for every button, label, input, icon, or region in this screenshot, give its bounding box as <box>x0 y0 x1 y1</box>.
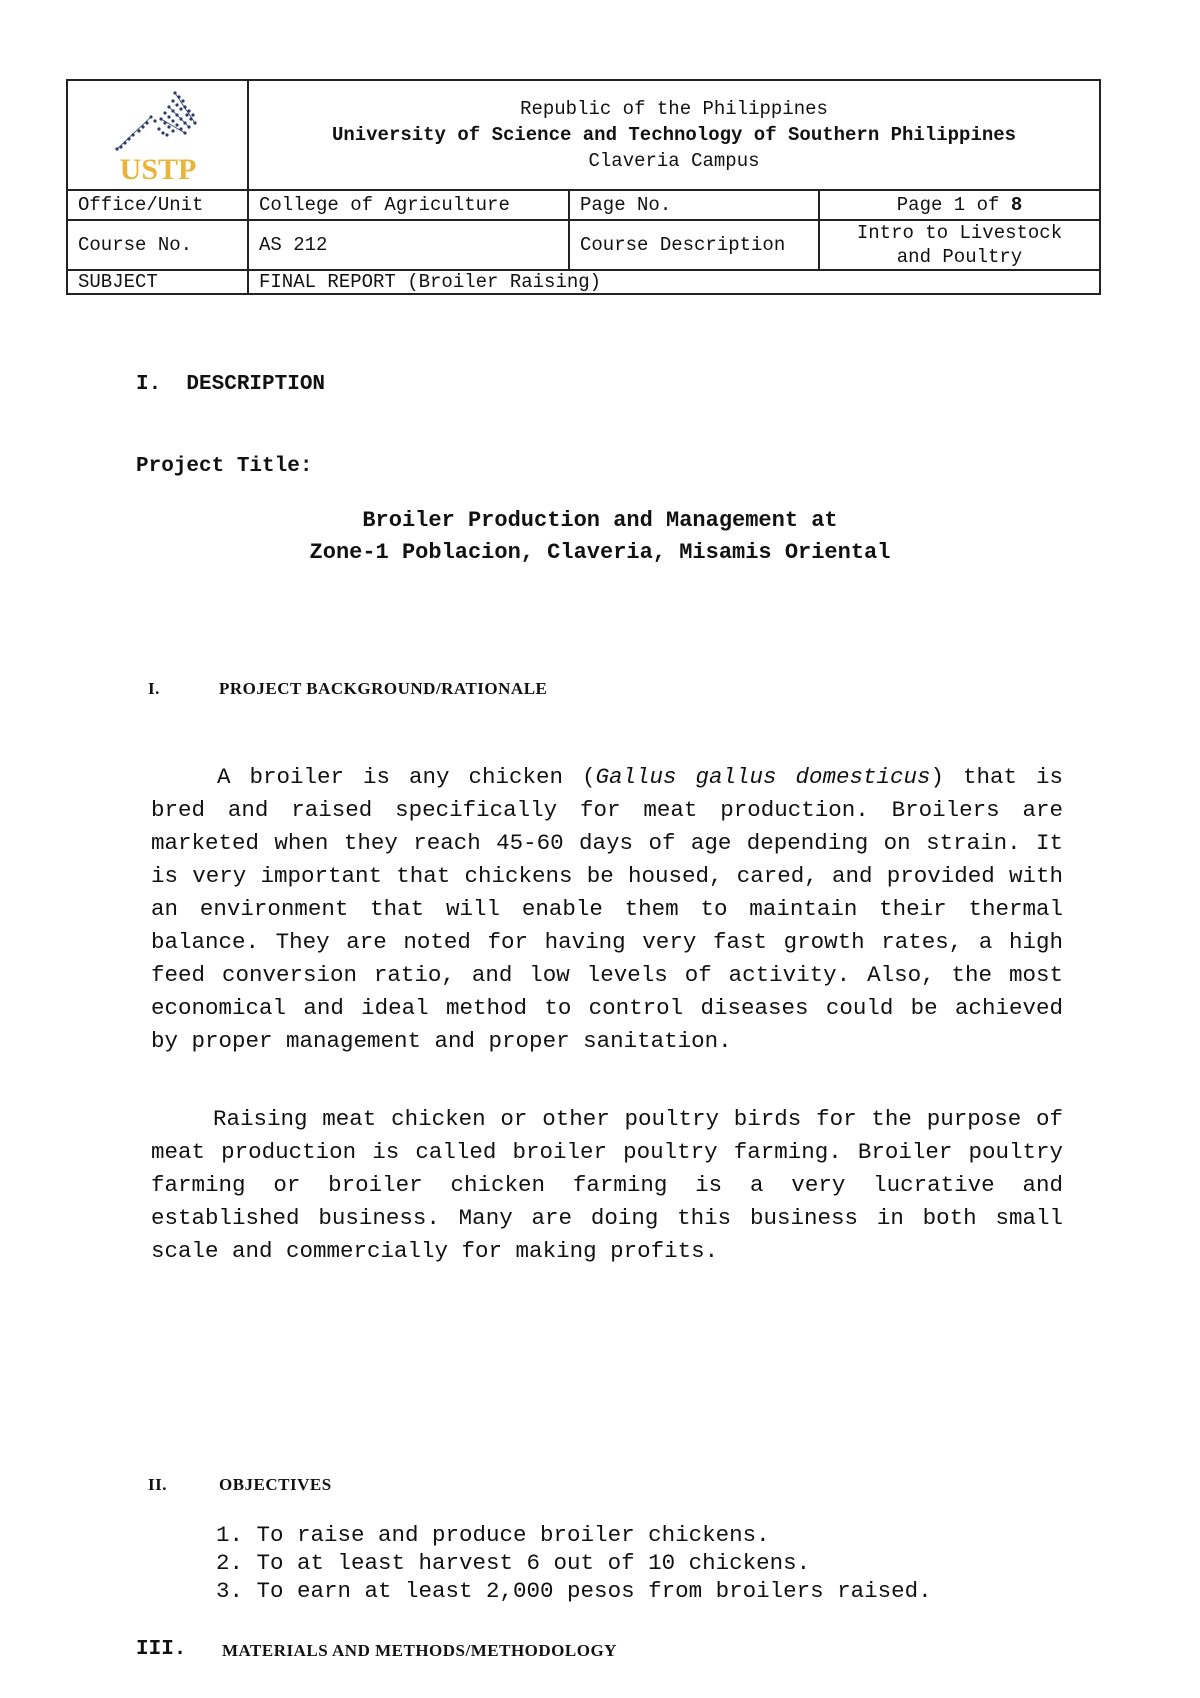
course-desc-line2: and Poultry <box>896 246 1023 268</box>
description-heading: I. DESCRIPTION <box>136 373 326 396</box>
office-label: Office/Unit <box>67 190 248 220</box>
list-item: 1. To raise and produce broiler chickens. <box>216 1522 770 1548</box>
page-total: 8 <box>1010 194 1023 216</box>
course-value: AS 212 <box>248 220 569 270</box>
campus-text: Claveria Campus <box>588 150 760 172</box>
p1-rest: ) that is bred and raised specifically for meat production. Broilers are marketed when they reach 45-60 days of age depending on strain. It is very important that chickens be housed, cared, and provided with an environment that will enable them to maintain their thermal balance. They are noted for having very fast growth rates, a high feed conversion ratio, and low levels of activity. Also, the most economical and ideal method to control diseases could be achieved by proper management and proper sanitation. <box>151 764 1064 1054</box>
ustp-logo <box>103 85 213 185</box>
project-title-line1: Broiler Production and Management at <box>362 508 838 533</box>
p1-italic: Gallus gallus domesticus <box>595 764 931 790</box>
p2-text: Raising meat chicken or other poultry birds for the purpose of meat production is called broiler poultry farming. Broiler poultry farming or broiler chicken farming is a very lucrative and established business. Many are doing this business in both small scale and commercially for making profits. <box>151 1106 1063 1264</box>
page-number <box>819 190 1100 220</box>
methods-heading: MATERIALS AND METHODS/METHODOLOGY <box>222 1641 617 1660</box>
objectives-heading: OBJECTIVES <box>219 1475 332 1494</box>
list-item: 2. To at least harvest 6 out of 10 chickens. <box>216 1550 811 1576</box>
project-title-label: Project Title: <box>136 455 313 478</box>
background-number: I. <box>148 679 160 698</box>
office-value: College of Agriculture <box>248 190 569 220</box>
project-title-line2: Zone-1 Poblacion, Claveria, Misamis Oriental <box>309 540 891 565</box>
subject-value: FINAL REPORT (Broiler Raising) <box>248 270 1100 294</box>
background-paragraph-1 <box>151 761 1063 1058</box>
project-title <box>0 505 1200 569</box>
background-heading: PROJECT BACKGROUND/RATIONALE <box>219 679 548 698</box>
logo-cell <box>67 80 248 190</box>
republic-text: Republic of the Philippines <box>520 98 828 120</box>
course-desc-label: Course Description <box>569 220 819 270</box>
methods-number: III. <box>136 1638 187 1661</box>
objectives-list <box>216 1521 932 1605</box>
subject-label: SUBJECT <box>67 270 248 294</box>
page-label: Page No. <box>569 190 819 220</box>
course-label: Course No. <box>67 220 248 270</box>
p1-start: A broiler is any chicken ( <box>217 764 596 790</box>
svg-text:USTP: USTP <box>119 153 196 185</box>
page-prefix: Page 1 of <box>896 194 1011 216</box>
university-name: University of Science and Technology of Southern Philippines <box>331 124 1017 146</box>
university-cell <box>248 80 1100 190</box>
course-desc-value <box>819 220 1100 270</box>
list-item: 3. To earn at least 2,000 pesos from broilers raised. <box>216 1578 932 1604</box>
course-desc-line1: Intro to Livestock <box>856 222 1063 244</box>
objectives-number: II. <box>148 1475 167 1494</box>
background-paragraph-2 <box>151 1103 1063 1268</box>
header-table <box>66 79 1101 295</box>
